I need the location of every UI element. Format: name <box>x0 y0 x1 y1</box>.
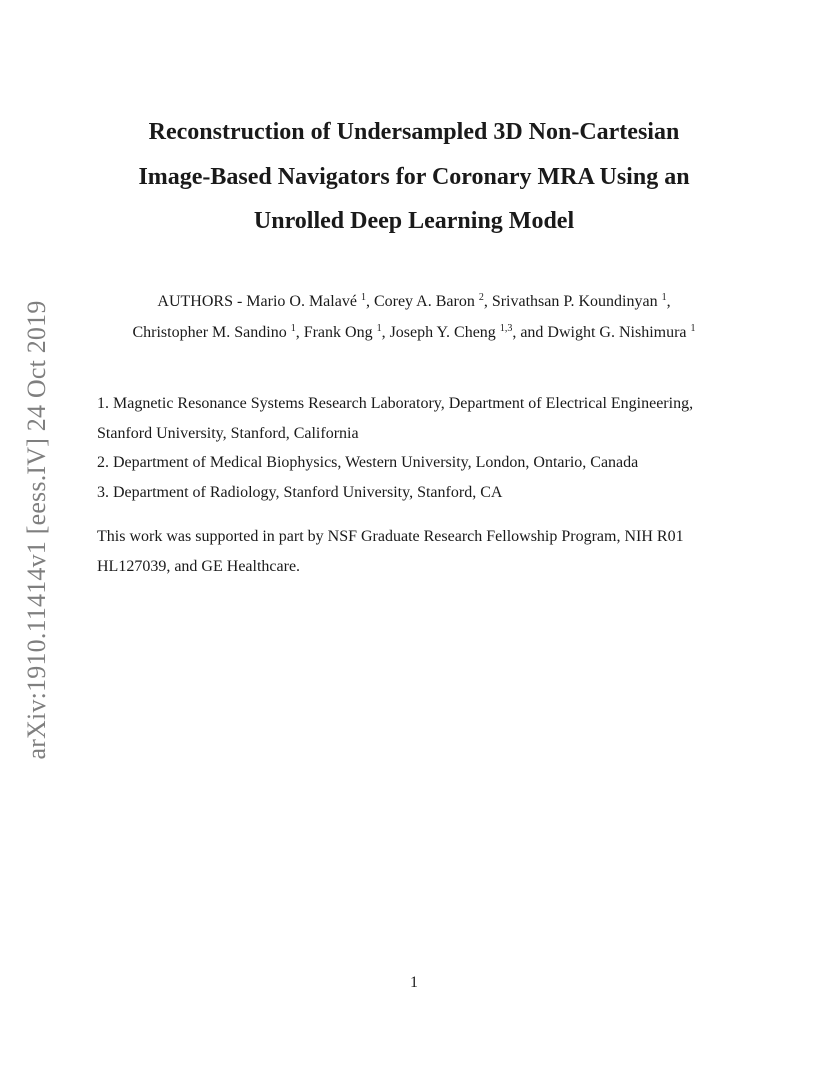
author-affiliation-marker: 1,3 <box>499 323 513 334</box>
author-line <box>70 317 758 348</box>
author-line <box>70 286 758 317</box>
author-separator: , <box>381 324 390 341</box>
author-name: Dwight G. Nishimura <box>547 324 687 341</box>
author-separator: , <box>365 293 374 310</box>
author-name: Frank Ong <box>303 324 373 341</box>
author-name: Mario O. Malavé <box>246 293 357 310</box>
affiliations-block <box>97 389 747 507</box>
author-separator: , <box>295 324 304 341</box>
author-affiliation-marker: 2 <box>478 292 484 303</box>
author-separator: , <box>666 293 671 310</box>
affiliation-line: 1. Magnetic Resonance Systems Research Laboratory, Department of Electrical Engineering, <box>97 395 694 412</box>
title-line: Image-Based Navigators for Coronary MRA Using an <box>138 163 690 190</box>
authors-prefix: AUTHORS - <box>157 293 247 310</box>
author-name: Corey A. Baron <box>373 293 475 310</box>
author-affiliation-marker: 1 <box>661 292 667 303</box>
affiliation-line: 2. Department of Medical Biophysics, Western University, London, Ontario, Canada <box>97 454 639 471</box>
affiliation-line: 3. Department of Radiology, Stanford University, Stanford, CA <box>97 483 503 501</box>
author-name: Christopher M. Sandino <box>132 324 287 341</box>
title-line: Reconstruction of Undersampled 3D Non-Cartesian <box>148 119 680 145</box>
author-affiliation-marker: 1 <box>360 292 366 303</box>
funding-line: HL127039, and GE Healthcare. <box>97 557 301 575</box>
funding-line: This work was supported in part by NSF Graduate Research Fellowship Program, NIH R01 <box>97 528 684 545</box>
author-separator: , <box>483 293 492 310</box>
author-affiliation-marker: 1 <box>290 323 296 334</box>
author-name: Joseph Y. Cheng <box>389 324 496 341</box>
page-number: 1 <box>410 974 418 991</box>
arxiv-identifier: arXiv:1910.11414v1 [eess.IV] 24 Oct 2019 <box>22 300 51 760</box>
author-name: Srivathsan P. Koundinyan <box>491 293 658 310</box>
funding-statement <box>97 522 747 581</box>
affiliation-line: Stanford University, Stanford, California <box>97 424 359 442</box>
author-conjunction: , and <box>512 324 548 341</box>
author-affiliation-marker: 1 <box>690 323 696 334</box>
author-list <box>70 286 758 348</box>
title-line: Unrolled Deep Learning Model <box>253 208 575 234</box>
paper-title <box>60 110 768 244</box>
author-affiliation-marker: 1 <box>376 323 382 334</box>
